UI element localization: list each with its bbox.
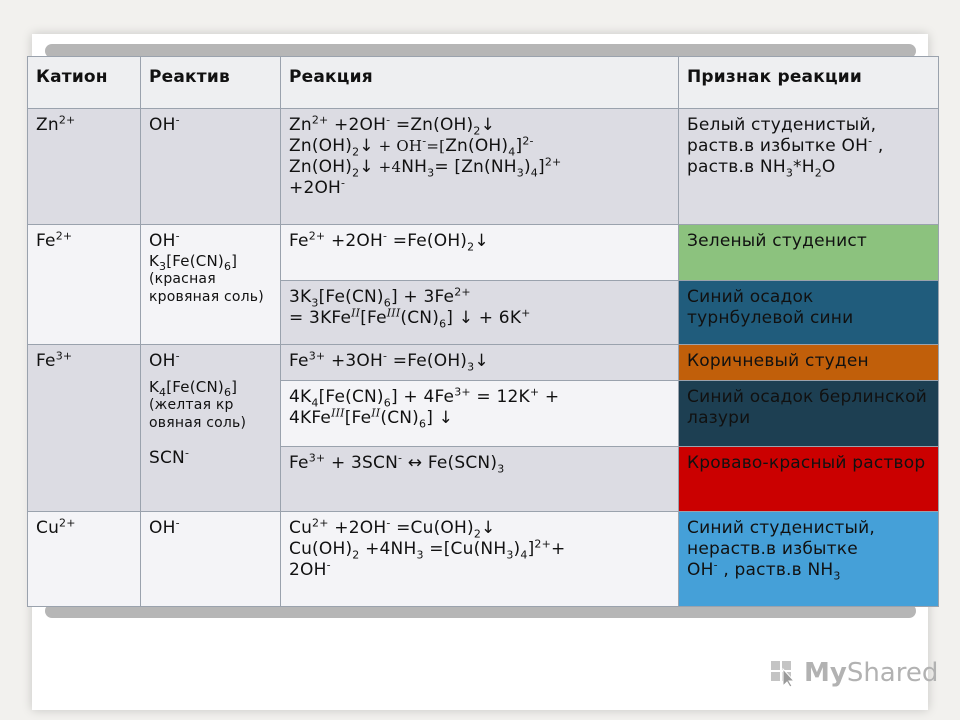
- table-row-fe2-a: [28, 225, 939, 281]
- cell-reaction-cu: $Cu^{2+} +2OH^-$ $=Cu(OH)_2↓$ $Cu(OH)_2 +4NH_3 =[Cu(NH_3)_4]^{2+}+$ 2OH-: [281, 512, 679, 607]
- cell-sign-fe3-1: Коричневый студен: [679, 345, 939, 381]
- cell-sign-fe3-3: Кроваво-красный раствор: [679, 447, 939, 512]
- cell-reagent-cu: OH-: [141, 512, 281, 607]
- cell-reagent-zn: OH-: [141, 109, 281, 225]
- header-sign: Признак реакции: [679, 57, 939, 109]
- cell-cation-cu: $Cu^{2+}$: [28, 512, 141, 607]
- cell-cation-fe3: $Fe^{3+}$: [28, 345, 141, 512]
- table-header-row: [28, 57, 939, 109]
- reactions-table: [27, 56, 939, 607]
- cell-reaction-fe2-1: $Fe^{2+} +2OH^-$ $=Fe(OH)_2↓$: [281, 225, 679, 281]
- logo-text: MyShared: [804, 658, 939, 688]
- mouse-icon: [768, 658, 798, 688]
- cell-reaction-fe3-2: $4K_4[Fe(CN)_6] + 4Fe^{3+} = 12K^+$ + $4KFe^{III}[Fe^{II}(CN)_6]$ ↓: [281, 381, 679, 447]
- cell-reaction-fe2-2: $3K_3[Fe(CN)_6] + 3Fe^{2+}$ = $3KFe^{II}[Fe^{III}(CN)_6]$ ↓ + 6K+: [281, 281, 679, 345]
- cell-sign-fe2-1: Зеленый студенист: [679, 225, 939, 281]
- cell-reaction-fe3-1: $Fe^{3+} +3OH^-$ $=Fe(OH)_3↓$: [281, 345, 679, 381]
- table-row-zn: [28, 109, 939, 225]
- table-row-cu: [28, 512, 939, 607]
- cell-sign-zn: Белый студенистый, раств.в избытке OH- , раств.в $NH_3*H_2O$: [679, 109, 939, 225]
- cell-reagent-fe3: OH- $K_4[Fe(CN)_6]$ (желтая кр овяная соль) SCN-: [141, 345, 281, 512]
- cell-reagent-fe2: OH- $K_3[Fe(CN)_6]$ (красная кровяная соль): [141, 225, 281, 345]
- cell-reaction-zn: $Zn^{2+} +2OH^-$ $=Zn(OH)_2↓$ $Zn(OH)_2↓ + OH^-=[Zn(OH)_4]^{2-}$ $Zn(OH)_2↓ +4NH_3= [Zn(NH_3)_4]^{2+}$ +2OH-: [281, 109, 679, 225]
- myshared-logo: [768, 658, 938, 688]
- header-reaction: Реакция: [281, 57, 679, 109]
- cell-sign-cu: Синий студенистый, нераств.в избытке OH- , раств.в $NH_3$: [679, 512, 939, 607]
- cell-cation-zn: $Zn^{2+}$: [28, 109, 141, 225]
- header-cation: Катион: [28, 57, 141, 109]
- table-row-fe3-a: [28, 345, 939, 381]
- cell-cation-fe2: $Fe^{2+}$: [28, 225, 141, 345]
- cell-sign-fe3-2: Синий осадок берлинской лазури: [679, 381, 939, 447]
- cell-sign-fe2-2: Синий осадок турнбулевой сини: [679, 281, 939, 345]
- header-reagent: Реактив: [141, 57, 281, 109]
- cell-reaction-fe3-3: $Fe^{3+} + 3SCN^-$ ↔ $Fe(SCN)_3$: [281, 447, 679, 512]
